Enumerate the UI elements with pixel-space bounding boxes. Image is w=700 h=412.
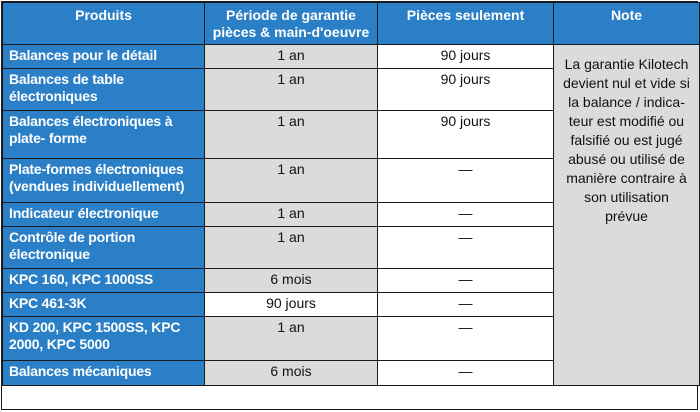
parts-cell: 90 jours — [378, 45, 554, 69]
warranty-cell: 6 mois — [205, 361, 378, 386]
product-cell: Balances mécaniques — [3, 361, 205, 386]
parts-cell: — — [378, 227, 554, 269]
warranty-cell: 6 mois — [205, 269, 378, 293]
product-cell: Balances pour le détail — [3, 45, 205, 69]
warranty-cell: 1 an — [205, 111, 378, 159]
header-row — [3, 3, 700, 45]
parts-cell: — — [378, 361, 554, 386]
product-cell: KPC 160, KPC 1000SS — [3, 269, 205, 293]
warranty-cell: 1 an — [205, 45, 378, 69]
header-note: Note — [554, 3, 700, 45]
parts-cell: — — [378, 269, 554, 293]
warranty-cell: 1 an — [205, 227, 378, 269]
warranty-table-container — [1, 1, 698, 410]
note-cell: La garantie Kilotech devient nul et vide si la balance / indica-teur est modifié ou falsifié ou est jugé abusé ou utilisé de manière contraire à son utilisation prévue — [554, 45, 700, 386]
parts-cell: — — [378, 293, 554, 317]
product-cell: KD 200, KPC 1500SS, KPC 2000, KPC 5000 — [3, 317, 205, 361]
warranty-cell: 1 an — [205, 69, 378, 111]
product-cell: Balances électroniques à plate- forme — [3, 111, 205, 159]
product-cell: Contrôle de portion électronique — [3, 227, 205, 269]
product-cell: KPC 461-3K — [3, 293, 205, 317]
table-row — [3, 45, 700, 69]
header-warranty: Période de garantie pièces & main-d'oeuvre — [205, 3, 378, 45]
warranty-cell: 90 jours — [205, 293, 378, 317]
warranty-cell: 1 an — [205, 317, 378, 361]
warranty-cell: 1 an — [205, 203, 378, 227]
header-products: Produits — [3, 3, 205, 45]
parts-cell: — — [378, 317, 554, 361]
warranty-cell: 1 an — [205, 159, 378, 203]
header-parts-only: Pièces seulement — [378, 3, 554, 45]
parts-cell: — — [378, 203, 554, 227]
parts-cell: — — [378, 159, 554, 203]
warranty-table — [2, 2, 700, 386]
product-cell: Plate-formes électroniques (vendues individuellement) — [3, 159, 205, 203]
parts-cell: 90 jours — [378, 111, 554, 159]
product-cell: Balances de table électroniques — [3, 69, 205, 111]
parts-cell: 90 jours — [378, 69, 554, 111]
product-cell: Indicateur électronique — [3, 203, 205, 227]
table-body — [3, 45, 700, 386]
